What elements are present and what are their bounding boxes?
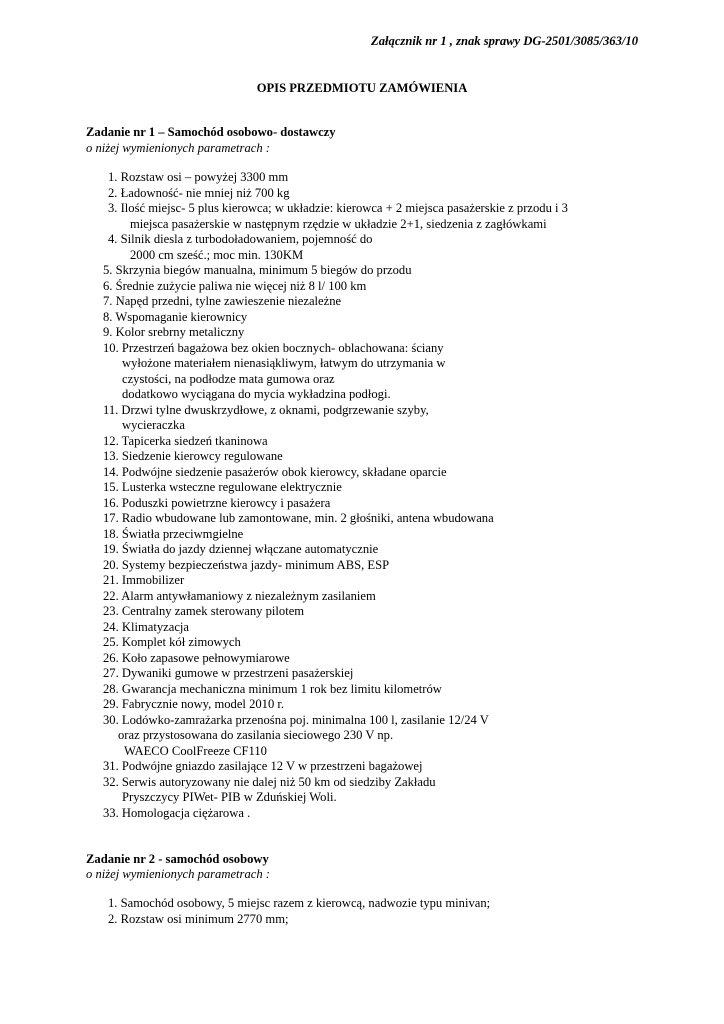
document-reference: Załącznik nr 1 , znak sprawy DG-2501/3085/363/10 [371, 34, 638, 48]
list-item: 28. Gwarancja mechaniczna minimum 1 rok bez limitu kilometrów [103, 682, 442, 696]
list-item: 23. Centralny zamek sterowany pilotem [103, 604, 305, 618]
list-item-continuation: wyłożone materiałem nienasiąkliwym, łatwym do utrzymania w [122, 356, 446, 370]
list-item: 18. Światła przeciwmgielne [103, 527, 244, 541]
list-item: 13. Siedzenie kierowcy regulowane [103, 449, 283, 463]
list-item: 33. Homologacja ciężarowa . [103, 806, 251, 820]
list-item: 20. Systemy bezpieczeństwa jazdy- minimum ABS, ESP [103, 558, 390, 572]
list-item: 6. Średnie zużycie paliwa nie więcej niż 8 l/ 100 km [103, 279, 367, 293]
list-item: 25. Komplet kół zimowych [103, 635, 241, 649]
list-item: 15. Lusterka wsteczne regulowane elektrycznie [103, 480, 342, 494]
list-item: 30. Lodówko-zamrażarka przenośna poj. minimalna 100 l, zasilanie 12/24 V [103, 713, 489, 727]
list-item: 32. Serwis autoryzowany nie dalej niż 50 km od siedziby Zakładu [103, 775, 436, 789]
list-item: 11. Drzwi tylne dwuskrzydłowe, z oknami, podgrzewanie szyby, [103, 403, 429, 417]
task1-subheading: o niżej wymienionych parametrach : [86, 141, 270, 155]
list-item: 7. Napęd przedni, tylne zawieszenie niezależne [103, 294, 342, 308]
list-item: 2. Ładowność- nie mniej niż 700 kg [108, 186, 290, 200]
list-item: 12. Tapicerka siedzeń tkaninowa [103, 434, 268, 448]
list-item-continuation: dodatkowo wyciągana do mycia wykładzina podłogi. [122, 387, 391, 401]
list-item: 22. Alarm antywłamaniowy z niezależnym zasilaniem [103, 589, 376, 603]
list-item: 29. Fabrycznie nowy, model 2010 r. [103, 697, 285, 711]
list-item: 10. Przestrzeń bagażowa bez okien bocznych- oblachowana: ściany [103, 341, 444, 355]
page-title: OPIS PRZEDMIOTU ZAMÓWIENIA [256, 81, 468, 95]
task2-subheading: o niżej wymienionych parametrach : [86, 867, 270, 881]
list-item-continuation: oraz przystosowana do zasilania sieciowego 230 V np. [118, 728, 394, 742]
list-item-continuation: WAECO CoolFreeze CF110 [124, 744, 267, 758]
list-item: 24. Klimatyzacja [103, 620, 190, 634]
list-item: 1. Rozstaw osi – powyżej 3300 mm [108, 170, 289, 184]
list-item: 21. Immobilizer [103, 573, 185, 587]
list-item: 27. Dywaniki gumowe w przestrzeni pasażerskiej [103, 666, 354, 680]
list-item: 17. Radio wbudowane lub zamontowane, min. 2 głośniki, antena wbudowana [103, 511, 494, 525]
list-item: 31. Podwójne gniazdo zasilające 12 V w przestrzeni bagażowej [103, 759, 423, 773]
list-item: 9. Kolor srebrny metaliczny [103, 325, 245, 339]
list-item-continuation: wycieraczka [122, 418, 185, 432]
list-item: 4. Silnik diesla z turbodoładowaniem, pojemność do [108, 232, 373, 246]
list-item-continuation: 2000 cm sześć.; moc min. 130KM [130, 248, 304, 262]
list-item-continuation: czystości, na podłodze mata gumowa oraz [122, 372, 335, 386]
list-item: 8. Wspomaganie kierownicy [103, 310, 248, 324]
task1-heading: Zadanie nr 1 – Samochód osobowo- dostawczy [86, 125, 336, 139]
list-item-continuation: Pryszczycy PIWet- PIB w Zduńskiej Woli. [122, 790, 337, 804]
list-item: 26. Koło zapasowe pełnowymiarowe [103, 651, 290, 665]
list-item: 19. Światła do jazdy dziennej włączane automatycznie [103, 542, 379, 556]
list-item: 5. Skrzynia biegów manualna, minimum 5 biegów do przodu [103, 263, 412, 277]
list-item: 2. Rozstaw osi minimum 2770 mm; [108, 912, 289, 926]
list-item: 3. Ilość miejsc- 5 plus kierowca; w układzie: kierowca + 2 miejsca pasażerskie z przodu i 3 [108, 201, 568, 215]
task2-heading: Zadanie nr 2 - samochód osobowy [86, 852, 269, 866]
list-item: 1. Samochód osobowy, 5 miejsc razem z kierowcą, nadwozie typu minivan; [108, 896, 491, 910]
list-item: 16. Poduszki powietrzne kierowcy i pasażera [103, 496, 331, 510]
list-item-continuation: miejsca pasażerskie w następnym rzędzie w układzie 2+1, siedzenia z zagłówkami [130, 217, 547, 231]
list-item: 14. Podwójne siedzenie pasażerów obok kierowcy, składane oparcie [103, 465, 447, 479]
